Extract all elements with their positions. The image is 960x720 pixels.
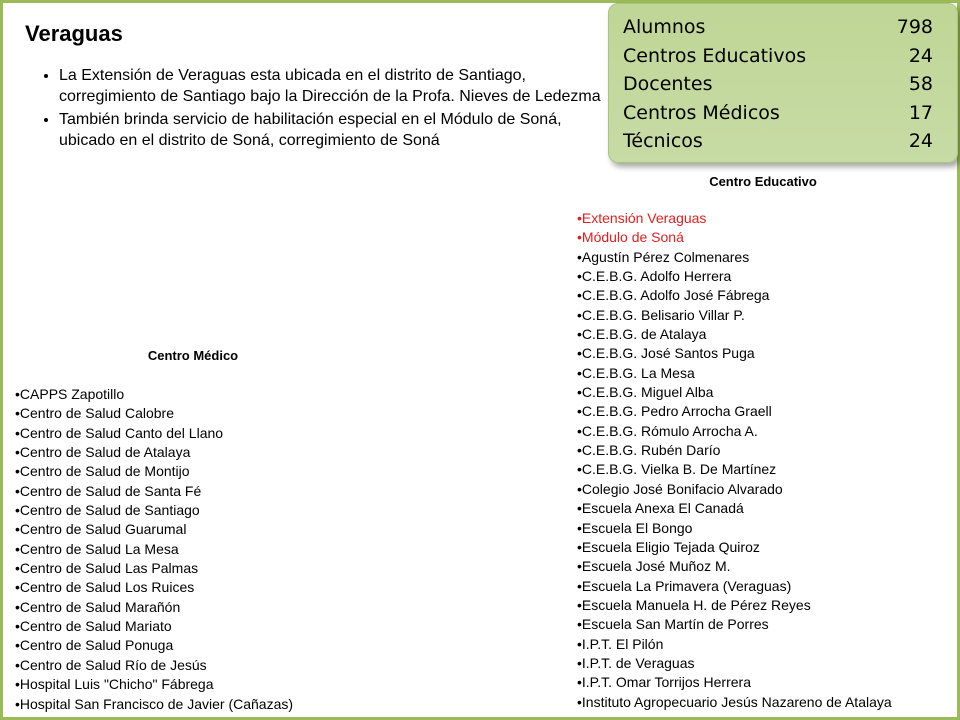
centro-educativo-list	[577, 209, 957, 712]
centro-educativo-item: • C.E.B.G. Adolfo José Fábrega	[577, 286, 957, 305]
centro-educativo-item: • C.E.B.G. Adolfo Herrera	[577, 267, 957, 286]
centro-medico-item: • Centro de Salud Marañón	[15, 598, 375, 617]
centro-educativo-item: • C.E.B.G. José Santos Puga	[577, 344, 957, 363]
centro-educativo-item: • Módulo de Soná	[577, 228, 957, 247]
centro-medico-heading: Centro Médico	[147, 348, 239, 363]
stat-value: 798	[896, 16, 933, 38]
centro-educativo-heading: Centro Educativo	[709, 174, 817, 189]
centro-educativo-item: • C.E.B.G. La Mesa	[577, 364, 957, 383]
centro-educativo-item: • C.E.B.G. Rómulo Arrocha A.	[577, 422, 957, 441]
stat-row	[623, 13, 933, 42]
stat-value: 24	[908, 130, 933, 152]
centro-medico-item: • Centro de Salud Mariato	[15, 617, 375, 636]
stat-value: 17	[908, 101, 933, 124]
page-title: Veraguas	[25, 21, 123, 46]
centro-educativo-item: • Colegio José Bonifacio Alvarado	[577, 480, 957, 499]
centro-educativo-item: • C.E.B.G. Vielka B. De Martínez	[577, 460, 957, 479]
centro-educativo-item: • I.P.T. Omar Torrijos Herrera	[577, 673, 957, 692]
centro-educativo-item: • Agustín Pérez Colmenares	[577, 248, 957, 267]
stat-label: Alumnos	[623, 16, 706, 38]
centro-medico-item: • Centro de Salud de Montijo	[15, 462, 375, 481]
centro-educativo-item: • Escuela José Muñoz M.	[577, 557, 957, 576]
centro-educativo-item: • Escuela Eligio Tejada Quiroz	[577, 538, 957, 557]
stat-value: 24	[908, 44, 933, 67]
centro-medico-item: • Centro de Salud Canto del Llano	[15, 424, 375, 443]
intro-bullet: • También brinda servicio de habilitación especial en el Módulo de Soná, ubicado en el distrito de Soná, corregimiento de Soná	[59, 109, 619, 151]
stat-row	[623, 127, 933, 156]
stat-label: Centros Médicos	[623, 101, 780, 124]
centro-medico-list	[15, 385, 375, 714]
centro-medico-item: • Centro de Salud de Atalaya	[15, 443, 375, 462]
intro-list	[33, 65, 619, 153]
centro-medico-item: • Centro de Salud Las Palmas	[15, 559, 375, 578]
centro-medico-item: • Centro de Salud Los Ruices	[15, 578, 375, 597]
centro-educativo-item: • C.E.B.G. de Atalaya	[577, 325, 957, 344]
stat-label: Centros Educativos	[623, 44, 807, 67]
stats-box	[608, 3, 958, 163]
centro-educativo-item: • I.P.T. El Pilón	[577, 635, 957, 654]
stat-row	[623, 99, 933, 128]
centro-educativo-item: • C.E.B.G. Pedro Arrocha Graell	[577, 402, 957, 421]
stat-value: 58	[908, 73, 933, 95]
stat-label: Técnicos	[623, 130, 703, 152]
centro-educativo-item: • Instituto Agropecuario Jesús Nazareno de Atalaya	[577, 693, 957, 712]
centro-educativo-item: • Escuela El Bongo	[577, 519, 957, 538]
centro-medico-item: • Centro de Salud de Santa Fé	[15, 482, 375, 501]
centro-educativo-item: • C.E.B.G. Belisario Villar P.	[577, 306, 957, 325]
centro-medico-item: • Hospital Luis "Chicho" Fábrega	[15, 675, 375, 694]
centro-medico-item: • Centro de Salud Ponuga	[15, 636, 375, 655]
stat-row	[623, 70, 933, 99]
centro-educativo-item: • Escuela San Martín de Porres	[577, 615, 957, 634]
stat-label: Docentes	[623, 73, 713, 95]
centro-medico-item: • Hospital San Francisco de Javier (Cañazas)	[15, 695, 375, 714]
centro-medico-item: • Centro de Salud Río de Jesús	[15, 656, 375, 675]
centro-medico-item: • Centro de Salud Guarumal	[15, 520, 375, 539]
centro-educativo-item: • Escuela Manuela H. de Pérez Reyes	[577, 596, 957, 615]
centro-educativo-item: • Escuela La Primavera (Veraguas)	[577, 577, 957, 596]
centro-educativo-item: • I.P.T. de Veraguas	[577, 654, 957, 673]
centro-educativo-item: • C.E.B.G. Rubén Darío	[577, 441, 957, 460]
centro-educativo-item: • Escuela Anexa El Canadá	[577, 499, 957, 518]
centro-educativo-item: • C.E.B.G. Miguel Alba	[577, 383, 957, 402]
centro-medico-item: • Centro de Salud Calobre	[15, 404, 375, 423]
stat-row	[623, 42, 933, 71]
centro-medico-item: • Centro de Salud de Santiago	[15, 501, 375, 520]
intro-bullet: • La Extensión de Veraguas esta ubicada en el distrito de Santiago, corregimiento de Santiago bajo la Dirección de la Profa. Nieves de Ledezma	[59, 65, 619, 107]
centro-educativo-item: • Extensión Veraguas	[577, 209, 957, 228]
centro-medico-item: • CAPPS Zapotillo	[15, 385, 375, 404]
centro-medico-item: • Centro de Salud La Mesa	[15, 540, 375, 559]
